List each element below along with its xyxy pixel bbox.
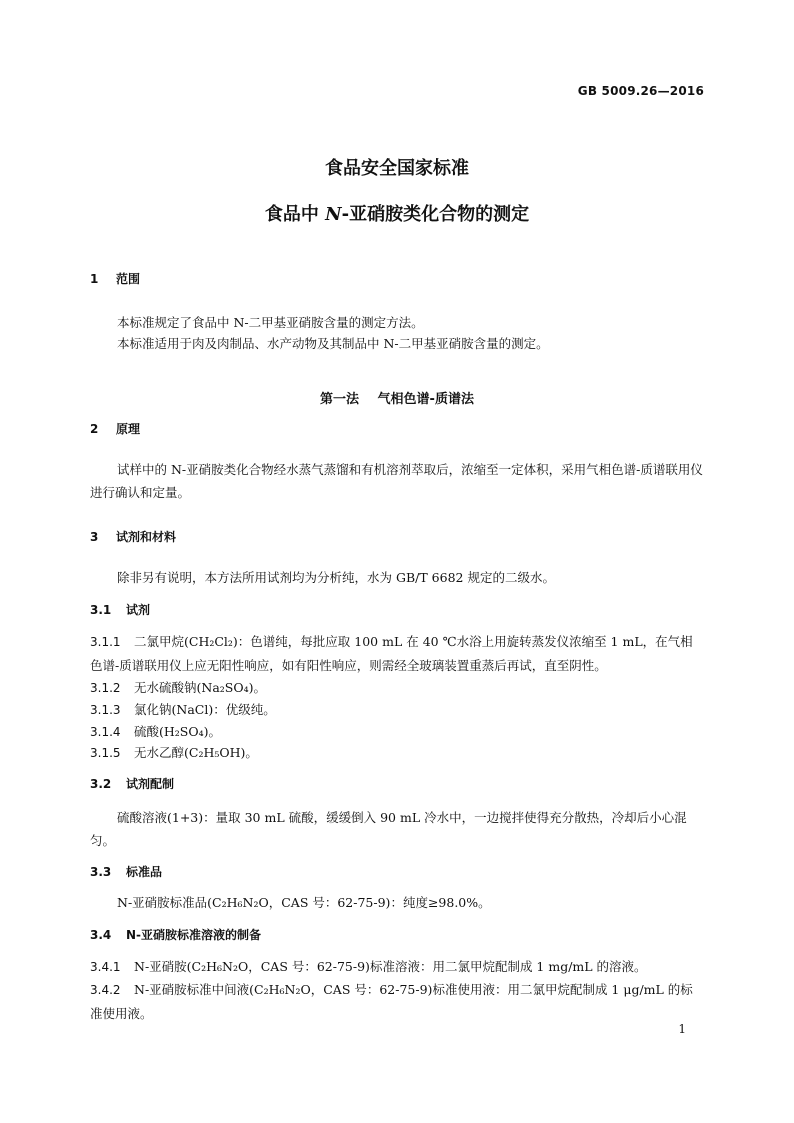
item-text: N-亚硝胺(C₂H₆N₂O，CAS 号：62-75-9)标准溶液：用二氯甲烷配制成 1 mg/mL 的溶液。 [134, 959, 647, 974]
section-title: N-亚硝胺标准溶液的制备 [126, 928, 262, 942]
title-italic-n: N [325, 204, 342, 225]
section-number: 2 [90, 422, 99, 436]
section-3-2-heading [90, 775, 174, 792]
section-title: 试剂和材料 [116, 530, 177, 544]
list-item [90, 955, 704, 979]
list-item [90, 978, 704, 1025]
section-3-3-paragraph: N-亚硝胺标准品(C₂H₆N₂O，CAS 号：62-75-9)：纯度≥98.0%。 [117, 895, 491, 910]
title-suffix: -亚硝胺类化合物的测定 [341, 204, 530, 225]
section-number: 3.3 [90, 865, 112, 879]
section-number: 3.4 [90, 928, 112, 942]
section-number: 3.1 [90, 603, 112, 617]
section-3-1-heading [90, 601, 150, 618]
item-number: 3.1.5 [90, 746, 121, 760]
section-number: 1 [90, 272, 99, 286]
item-number: 3.4.2 [90, 983, 121, 997]
item-number: 3.1.4 [90, 725, 121, 739]
section-2-heading [90, 420, 140, 437]
section-3-intro: 除非另有说明，本方法所用试剂均为分析纯，水为 GB/T 6682 规定的二级水。 [117, 570, 555, 585]
section-2-paragraph: 试样中的 N-亚硝胺类化合物经水蒸气蒸馏和有机溶剂萃取后，浓缩至一定体积，采用气相色谱-质谱联用仪进行确认和定量。 [90, 462, 703, 500]
section-number: 3 [90, 530, 99, 544]
section-1-heading [90, 270, 140, 287]
section-title: 范围 [116, 272, 141, 286]
item-text: 无水硫酸钠(Na₂SO₄)。 [134, 680, 266, 695]
list-item [90, 741, 704, 765]
list-item [90, 630, 704, 677]
item-text: 氯化钠(NaCl)：优级纯。 [134, 702, 276, 717]
item-text: 无水乙醇(C₂H₅OH)。 [134, 745, 258, 760]
section-1-paragraph-2: 本标准适用于肉及肉制品、水产动物及其制品中 N-二甲基亚硝胺含量的测定。 [117, 336, 549, 351]
item-number: 3.4.1 [90, 960, 121, 974]
standard-id: GB 5009.26—2016 [577, 84, 704, 98]
item-number: 3.1.2 [90, 681, 121, 695]
section-title: 试剂配制 [126, 777, 175, 791]
item-text: 硫酸(H₂SO₄)。 [134, 724, 221, 739]
section-title: 原理 [116, 422, 141, 436]
section-title: 标准品 [126, 865, 163, 879]
section-3-2-paragraph: 硫酸溶液(1+3)：量取 30 mL 硫酸，缓缓倒入 90 mL 冷水中，一边搅拌使得充分散热，冷却后小心混匀。 [90, 810, 687, 848]
list-item [90, 698, 704, 722]
section-1-paragraph-1: 本标准规定了食品中 N-二甲基亚硝胺含量的测定方法。 [117, 315, 424, 330]
item-text: N-亚硝胺标准中间液(C₂H₆N₂O，CAS 号：62-75-9)标准使用液：用二氯甲烷配制成 1 μg/mL 的标准使用液。 [90, 982, 693, 1021]
section-3-3-heading [90, 863, 162, 880]
item-number: 3.1.3 [90, 703, 121, 717]
section-title: 试剂 [126, 603, 151, 617]
list-item [90, 676, 704, 700]
page-number: 1 [678, 1022, 686, 1036]
title-prefix: 食品中 [264, 204, 326, 225]
section-3-4-heading [90, 926, 261, 943]
item-number: 3.1.1 [90, 635, 121, 649]
item-text: 二氯甲烷(CH₂Cl₂)：色谱纯，每批应取 100 mL 在 40 ℃水浴上用旋转蒸发仪浓缩至 1 mL，在气相色谱-质谱联用仪上应无阳性响应，如有阳性响应，则需经全玻璃装置重蒸后再试，直至阴性。 [90, 634, 693, 673]
document-title-line1: 食品安全国家标准 [325, 158, 469, 179]
section-number: 3.2 [90, 777, 112, 791]
method-1-title: 第一法 气相色谱-质谱法 [320, 392, 474, 407]
section-3-heading [90, 528, 176, 545]
document-title-line2 [0, 200, 794, 226]
